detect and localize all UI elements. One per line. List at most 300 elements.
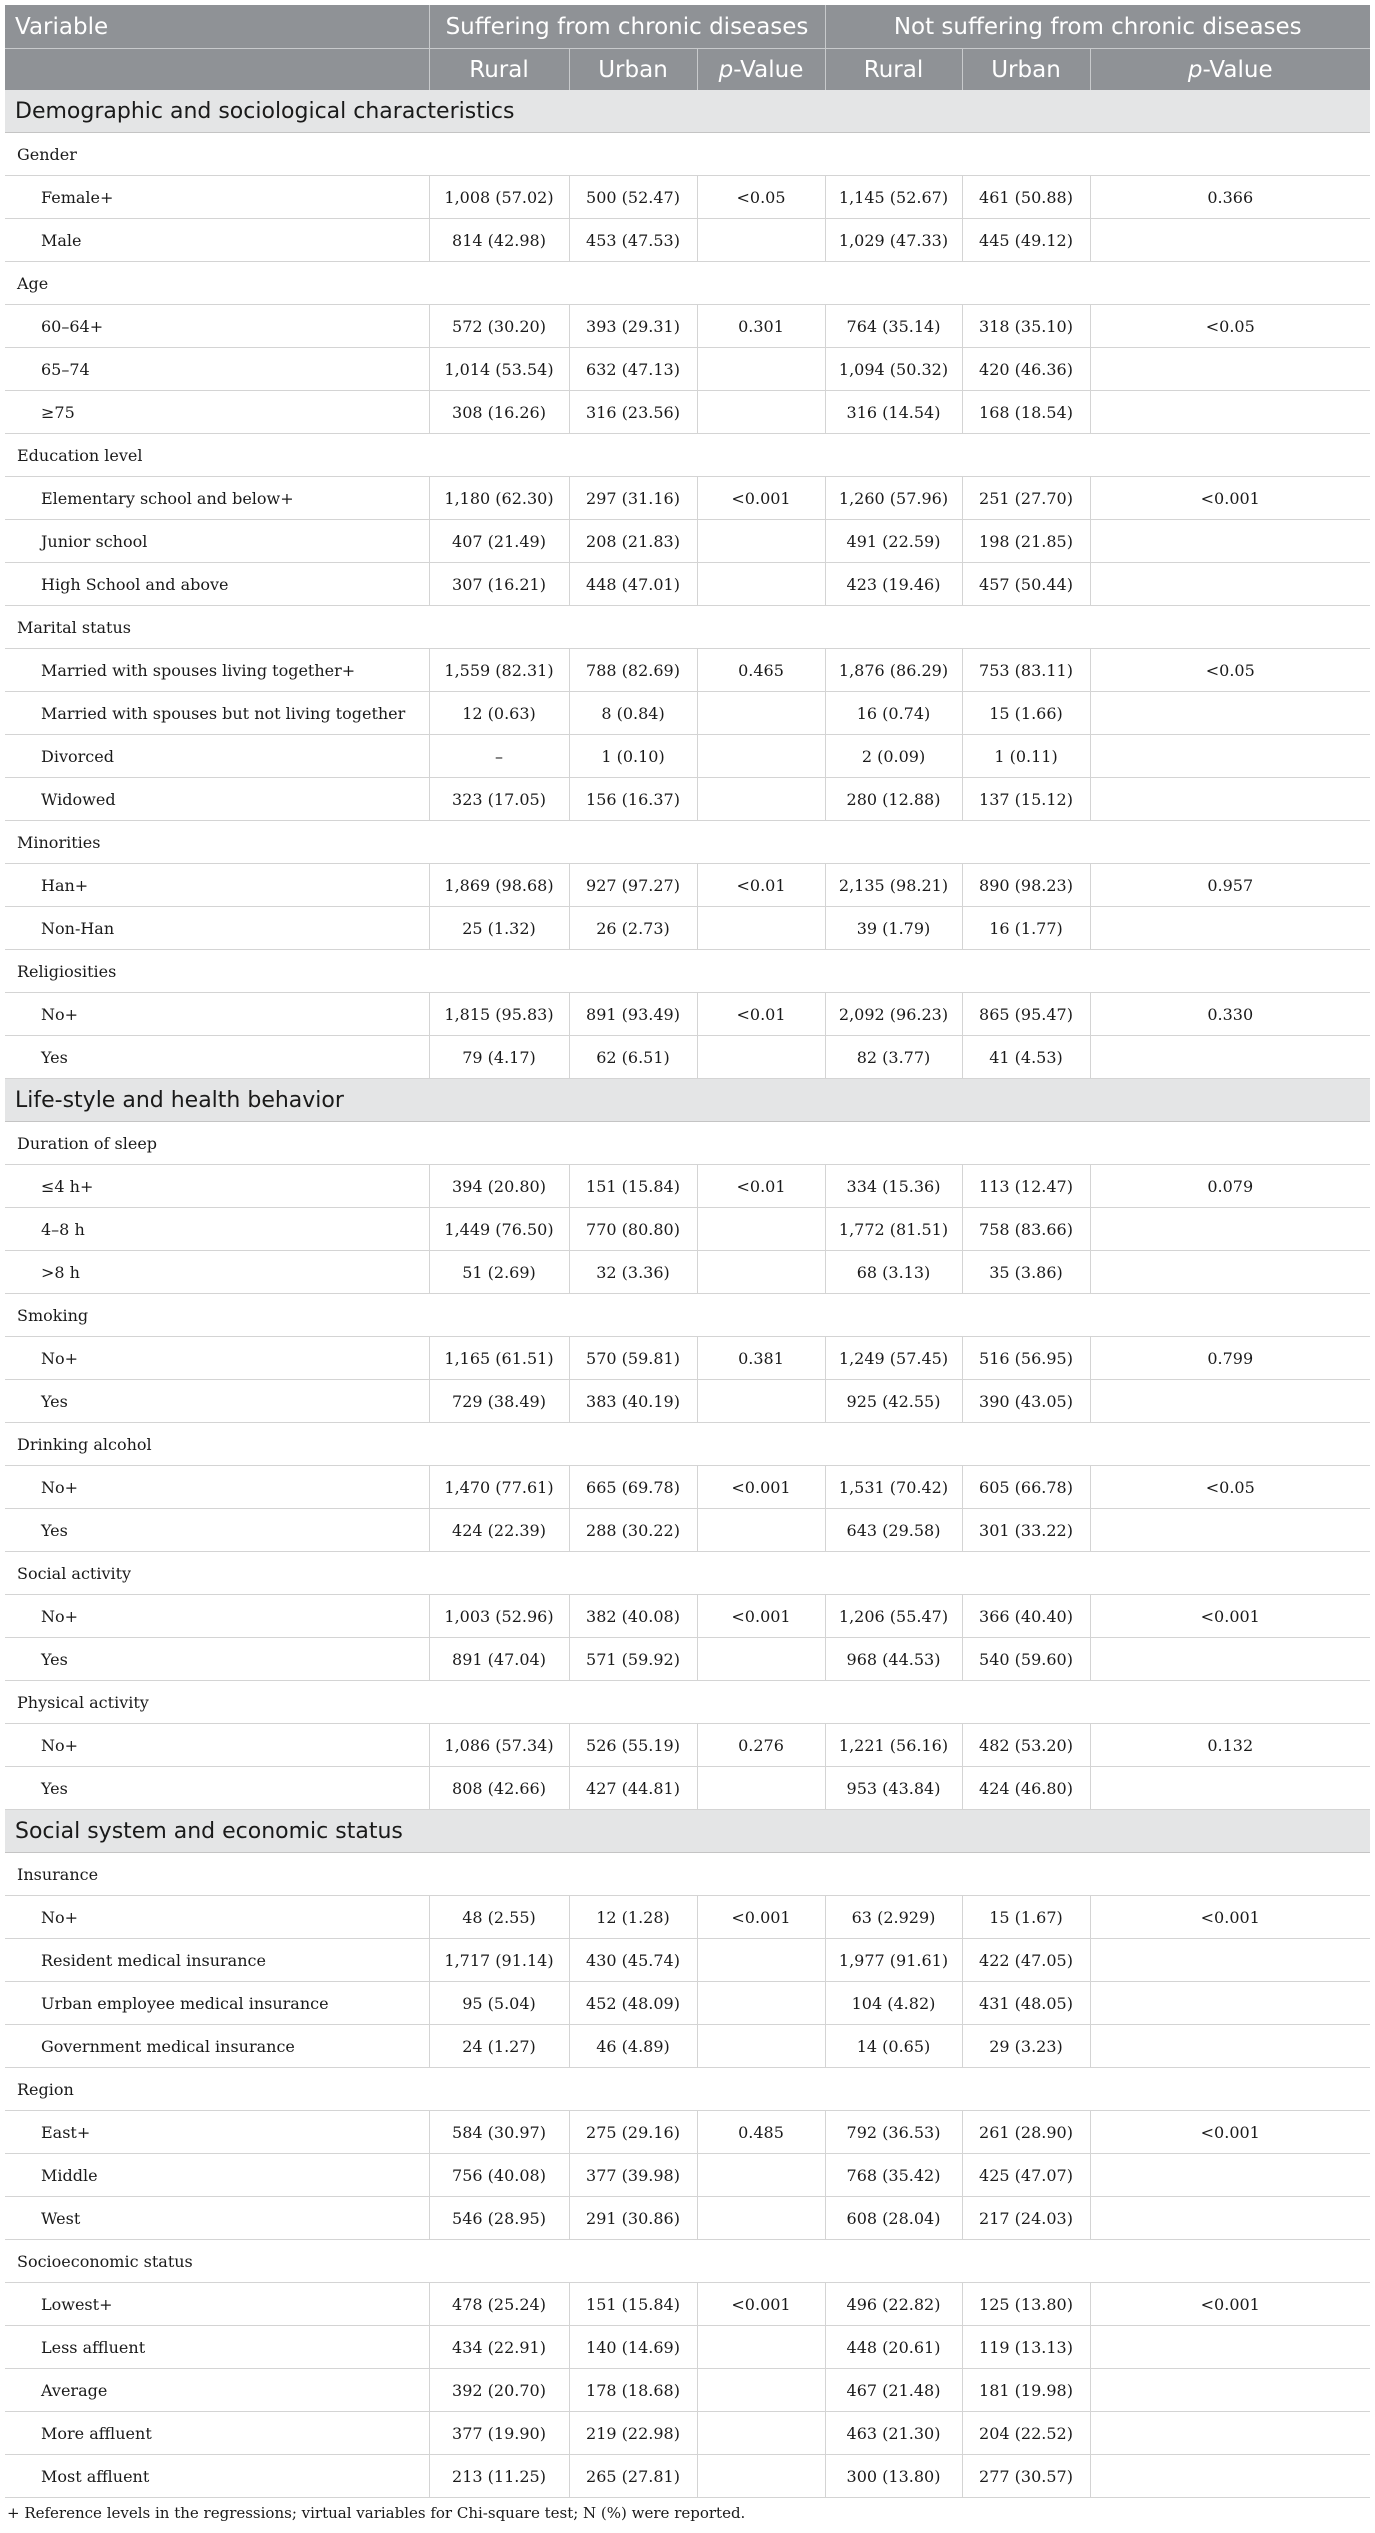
cell-urban-chronic: 151 (15.84)	[569, 2283, 697, 2326]
table-row	[5, 1337, 1370, 1380]
cell-urban-chronic: 383 (40.19)	[569, 1380, 697, 1423]
cell-rural-no-chronic: 1,260 (57.96)	[825, 477, 962, 520]
group-header	[5, 2240, 1370, 2283]
cell-rural-chronic: 572 (30.20)	[429, 305, 569, 348]
cell-urban-chronic: 430 (45.74)	[569, 1939, 697, 1982]
header-urban-1: Urban	[569, 49, 697, 91]
cell-pvalue-chronic	[697, 778, 825, 821]
cell-rural-chronic: 1,717 (91.14)	[429, 1939, 569, 1982]
cell-rural-no-chronic: 496 (22.82)	[825, 2283, 962, 2326]
table-row	[5, 2326, 1370, 2369]
row-label: Married with spouses living together+	[5, 649, 429, 692]
cell-pvalue-no-chronic	[1090, 563, 1370, 606]
table-row	[5, 735, 1370, 778]
table-row	[5, 391, 1370, 434]
cell-pvalue-chronic	[697, 1767, 825, 1810]
cell-rural-chronic: 1,559 (82.31)	[429, 649, 569, 692]
cell-pvalue-chronic: 0.485	[697, 2111, 825, 2154]
cell-rural-no-chronic: 1,876 (86.29)	[825, 649, 962, 692]
row-label: Yes	[5, 1036, 429, 1079]
header-pvalue-2	[1090, 49, 1370, 91]
cell-urban-no-chronic: 15 (1.66)	[962, 692, 1090, 735]
cell-rural-chronic: 756 (40.08)	[429, 2154, 569, 2197]
cell-pvalue-chronic: <0.001	[697, 2283, 825, 2326]
table-row	[5, 2111, 1370, 2154]
cell-rural-chronic: –	[429, 735, 569, 778]
cell-pvalue-chronic: <0.001	[697, 477, 825, 520]
cell-rural-chronic: 48 (2.55)	[429, 1896, 569, 1939]
group-header	[5, 262, 1370, 305]
cell-rural-chronic: 213 (11.25)	[429, 2455, 569, 2498]
cell-rural-no-chronic: 1,249 (57.45)	[825, 1337, 962, 1380]
cell-rural-chronic: 478 (25.24)	[429, 2283, 569, 2326]
group-header	[5, 1853, 1370, 1896]
header-variable: Variable	[5, 5, 429, 49]
group-header	[5, 1294, 1370, 1337]
cell-rural-no-chronic: 953 (43.84)	[825, 1767, 962, 1810]
row-label: Elementary school and below+	[5, 477, 429, 520]
cell-rural-chronic: 814 (42.98)	[429, 219, 569, 262]
cell-rural-chronic: 1,815 (95.83)	[429, 993, 569, 1036]
cell-rural-chronic: 307 (16.21)	[429, 563, 569, 606]
header-urban-2: Urban	[962, 49, 1090, 91]
cell-urban-no-chronic: 457 (50.44)	[962, 563, 1090, 606]
group-title: Socioeconomic status	[5, 2240, 1370, 2283]
cell-urban-chronic: 452 (48.09)	[569, 1982, 697, 2025]
table-row	[5, 477, 1370, 520]
table-row	[5, 1466, 1370, 1509]
header-pvalue-1	[697, 49, 825, 91]
row-label: Male	[5, 219, 429, 262]
cell-pvalue-chronic: 0.301	[697, 305, 825, 348]
cell-pvalue-no-chronic	[1090, 2412, 1370, 2455]
cell-pvalue-chronic: <0.05	[697, 176, 825, 219]
cell-pvalue-no-chronic	[1090, 735, 1370, 778]
cell-urban-chronic: 140 (14.69)	[569, 2326, 697, 2369]
group-header	[5, 821, 1370, 864]
row-label: No+	[5, 993, 429, 1036]
cell-pvalue-no-chronic: <0.001	[1090, 2111, 1370, 2154]
row-label: Average	[5, 2369, 429, 2412]
cell-urban-no-chronic: 605 (66.78)	[962, 1466, 1090, 1509]
cell-pvalue-chronic	[697, 1208, 825, 1251]
row-label: Urban employee medical insurance	[5, 1982, 429, 2025]
cell-pvalue-no-chronic: <0.05	[1090, 305, 1370, 348]
cell-pvalue-no-chronic: <0.05	[1090, 649, 1370, 692]
section-title: Demographic and sociological characteristics	[5, 90, 1370, 133]
cell-rural-no-chronic: 2,092 (96.23)	[825, 993, 962, 1036]
cell-rural-no-chronic: 448 (20.61)	[825, 2326, 962, 2369]
row-label: Government medical insurance	[5, 2025, 429, 2068]
cell-rural-chronic: 1,086 (57.34)	[429, 1724, 569, 1767]
table-row	[5, 1767, 1370, 1810]
cell-rural-chronic: 424 (22.39)	[429, 1509, 569, 1552]
cell-pvalue-chronic	[697, 907, 825, 950]
table-row	[5, 1509, 1370, 1552]
row-label: East+	[5, 2111, 429, 2154]
group-title: Marital status	[5, 606, 1370, 649]
row-label: Lowest+	[5, 2283, 429, 2326]
table-row	[5, 778, 1370, 821]
cell-rural-chronic: 407 (21.49)	[429, 520, 569, 563]
cell-urban-no-chronic: 251 (27.70)	[962, 477, 1090, 520]
cell-urban-no-chronic: 890 (98.23)	[962, 864, 1090, 907]
cell-urban-chronic: 453 (47.53)	[569, 219, 697, 262]
row-label: 65–74	[5, 348, 429, 391]
cell-urban-chronic: 526 (55.19)	[569, 1724, 697, 1767]
cell-pvalue-no-chronic	[1090, 2326, 1370, 2369]
p-letter: p	[1187, 56, 1203, 83]
row-label: Middle	[5, 2154, 429, 2197]
section-title: Life-style and health behavior	[5, 1079, 1370, 1122]
cell-rural-chronic: 323 (17.05)	[429, 778, 569, 821]
cell-urban-chronic: 665 (69.78)	[569, 1466, 697, 1509]
cell-urban-no-chronic: 198 (21.85)	[962, 520, 1090, 563]
cell-urban-chronic: 377 (39.98)	[569, 2154, 697, 2197]
group-title: Education level	[5, 434, 1370, 477]
table-container	[5, 5, 1370, 2522]
cell-pvalue-chronic	[697, 219, 825, 262]
cell-rural-no-chronic: 1,531 (70.42)	[825, 1466, 962, 1509]
cell-rural-chronic: 392 (20.70)	[429, 2369, 569, 2412]
cell-pvalue-no-chronic	[1090, 2197, 1370, 2240]
cell-rural-chronic: 1,869 (98.68)	[429, 864, 569, 907]
cell-rural-chronic: 24 (1.27)	[429, 2025, 569, 2068]
group-header	[5, 133, 1370, 176]
cell-urban-no-chronic: 119 (13.13)	[962, 2326, 1090, 2369]
cell-pvalue-chronic: <0.01	[697, 864, 825, 907]
cell-urban-no-chronic: 217 (24.03)	[962, 2197, 1090, 2240]
table-row	[5, 1724, 1370, 1767]
cell-pvalue-chronic	[697, 563, 825, 606]
cell-rural-no-chronic: 491 (22.59)	[825, 520, 962, 563]
cell-rural-no-chronic: 39 (1.79)	[825, 907, 962, 950]
cell-urban-no-chronic: 540 (59.60)	[962, 1638, 1090, 1681]
cell-urban-chronic: 178 (18.68)	[569, 2369, 697, 2412]
table-body	[5, 90, 1370, 2498]
cell-rural-no-chronic: 280 (12.88)	[825, 778, 962, 821]
cell-urban-no-chronic: 181 (19.98)	[962, 2369, 1090, 2412]
cell-pvalue-chronic	[697, 2412, 825, 2455]
cell-pvalue-no-chronic: 0.330	[1090, 993, 1370, 1036]
cell-rural-chronic: 1,003 (52.96)	[429, 1595, 569, 1638]
cell-urban-chronic: 8 (0.84)	[569, 692, 697, 735]
cell-urban-chronic: 632 (47.13)	[569, 348, 697, 391]
cell-urban-chronic: 208 (21.83)	[569, 520, 697, 563]
cell-rural-no-chronic: 68 (3.13)	[825, 1251, 962, 1294]
cell-urban-no-chronic: 753 (83.11)	[962, 649, 1090, 692]
cell-pvalue-no-chronic	[1090, 520, 1370, 563]
cell-urban-chronic: 427 (44.81)	[569, 1767, 697, 1810]
cell-pvalue-chronic	[697, 1036, 825, 1079]
cell-pvalue-no-chronic: 0.799	[1090, 1337, 1370, 1380]
cell-urban-chronic: 571 (59.92)	[569, 1638, 697, 1681]
footnote: + Reference levels in the regressions; virtual variables for Chi-square test; N (%) were reported.	[7, 2504, 746, 2522]
cell-pvalue-no-chronic: <0.001	[1090, 477, 1370, 520]
cell-urban-chronic: 500 (52.47)	[569, 176, 697, 219]
p-letter: p	[718, 56, 734, 83]
cell-urban-chronic: 32 (3.36)	[569, 1251, 697, 1294]
cell-urban-no-chronic: 277 (30.57)	[962, 2455, 1090, 2498]
table-row	[5, 692, 1370, 735]
row-label: Yes	[5, 1380, 429, 1423]
group-header	[5, 1122, 1370, 1165]
section-header	[5, 1079, 1370, 1122]
cell-rural-no-chronic: 1,029 (47.33)	[825, 219, 962, 262]
cell-rural-chronic: 377 (19.90)	[429, 2412, 569, 2455]
table-row	[5, 1638, 1370, 1681]
cell-rural-no-chronic: 463 (21.30)	[825, 2412, 962, 2455]
cell-urban-no-chronic: 137 (15.12)	[962, 778, 1090, 821]
cell-pvalue-no-chronic	[1090, 348, 1370, 391]
row-label: West	[5, 2197, 429, 2240]
section-header	[5, 1810, 1370, 1853]
cell-pvalue-no-chronic: 0.366	[1090, 176, 1370, 219]
cell-pvalue-chronic	[697, 2154, 825, 2197]
table-row	[5, 1036, 1370, 1079]
cell-pvalue-no-chronic	[1090, 1251, 1370, 1294]
cell-rural-no-chronic: 104 (4.82)	[825, 1982, 962, 2025]
cell-rural-chronic: 891 (47.04)	[429, 1638, 569, 1681]
row-label: ≤4 h+	[5, 1165, 429, 1208]
cell-urban-no-chronic: 41 (4.53)	[962, 1036, 1090, 1079]
cell-urban-no-chronic: 422 (47.05)	[962, 1939, 1090, 1982]
group-title: Physical activity	[5, 1681, 1370, 1724]
cell-pvalue-chronic	[697, 2369, 825, 2412]
cell-urban-no-chronic: 425 (47.07)	[962, 2154, 1090, 2197]
group-header	[5, 606, 1370, 649]
row-label: Resident medical insurance	[5, 1939, 429, 1982]
cell-urban-no-chronic: 1 (0.11)	[962, 735, 1090, 778]
cell-rural-chronic: 25 (1.32)	[429, 907, 569, 950]
header-group-chronic: Suffering from chronic diseases	[429, 5, 825, 49]
cell-urban-chronic: 62 (6.51)	[569, 1036, 697, 1079]
cell-rural-chronic: 51 (2.69)	[429, 1251, 569, 1294]
group-header	[5, 1681, 1370, 1724]
cell-rural-no-chronic: 1,094 (50.32)	[825, 348, 962, 391]
row-label: Yes	[5, 1767, 429, 1810]
row-label: Widowed	[5, 778, 429, 821]
cell-urban-no-chronic: 431 (48.05)	[962, 1982, 1090, 2025]
cell-pvalue-no-chronic	[1090, 1208, 1370, 1251]
row-label: No+	[5, 1724, 429, 1767]
row-label: Female+	[5, 176, 429, 219]
cell-urban-no-chronic: 482 (53.20)	[962, 1724, 1090, 1767]
group-title: Duration of sleep	[5, 1122, 1370, 1165]
cell-pvalue-chronic	[697, 2197, 825, 2240]
cell-rural-chronic: 1,014 (53.54)	[429, 348, 569, 391]
table-row	[5, 2025, 1370, 2068]
cell-rural-chronic: 1,180 (62.30)	[429, 477, 569, 520]
cell-rural-chronic: 394 (20.80)	[429, 1165, 569, 1208]
group-title: Gender	[5, 133, 1370, 176]
row-label: Yes	[5, 1509, 429, 1552]
cell-pvalue-chronic	[697, 1638, 825, 1681]
cell-pvalue-no-chronic: <0.001	[1090, 1896, 1370, 1939]
table-row	[5, 520, 1370, 563]
row-label: ≥75	[5, 391, 429, 434]
cell-rural-no-chronic: 467 (21.48)	[825, 2369, 962, 2412]
cell-pvalue-no-chronic: <0.001	[1090, 1595, 1370, 1638]
cell-rural-no-chronic: 1,977 (91.61)	[825, 1939, 962, 1982]
cell-pvalue-chronic: <0.001	[697, 1466, 825, 1509]
cell-pvalue-no-chronic: <0.05	[1090, 1466, 1370, 1509]
cell-urban-no-chronic: 420 (46.36)	[962, 348, 1090, 391]
table-row	[5, 1251, 1370, 1294]
table-row	[5, 219, 1370, 262]
cell-pvalue-chronic	[697, 520, 825, 563]
table-row	[5, 1595, 1370, 1638]
table-row	[5, 649, 1370, 692]
cell-pvalue-no-chronic	[1090, 2369, 1370, 2412]
cell-urban-chronic: 927 (97.27)	[569, 864, 697, 907]
section-header	[5, 90, 1370, 133]
header-rural-2: Rural	[825, 49, 962, 91]
cell-urban-chronic: 291 (30.86)	[569, 2197, 697, 2240]
cell-urban-chronic: 316 (23.56)	[569, 391, 697, 434]
table-row	[5, 864, 1370, 907]
table-row	[5, 2412, 1370, 2455]
cell-urban-chronic: 1 (0.10)	[569, 735, 697, 778]
cell-rural-chronic: 1,470 (77.61)	[429, 1466, 569, 1509]
cell-pvalue-chronic	[697, 1939, 825, 1982]
row-label: Han+	[5, 864, 429, 907]
cell-rural-no-chronic: 792 (36.53)	[825, 2111, 962, 2154]
row-label: Non-Han	[5, 907, 429, 950]
row-label: 4–8 h	[5, 1208, 429, 1251]
cell-urban-no-chronic: 318 (35.10)	[962, 305, 1090, 348]
cell-pvalue-no-chronic	[1090, 907, 1370, 950]
group-header	[5, 950, 1370, 993]
cell-urban-no-chronic: 113 (12.47)	[962, 1165, 1090, 1208]
cell-pvalue-chronic	[697, 391, 825, 434]
cell-pvalue-no-chronic	[1090, 2154, 1370, 2197]
cell-urban-no-chronic: 390 (43.05)	[962, 1380, 1090, 1423]
cell-rural-no-chronic: 1,145 (52.67)	[825, 176, 962, 219]
cell-pvalue-no-chronic: <0.001	[1090, 2283, 1370, 2326]
cell-urban-no-chronic: 125 (13.80)	[962, 2283, 1090, 2326]
cell-urban-chronic: 570 (59.81)	[569, 1337, 697, 1380]
group-title: Religiosities	[5, 950, 1370, 993]
cell-urban-chronic: 297 (31.16)	[569, 477, 697, 520]
group-header	[5, 434, 1370, 477]
cell-urban-chronic: 219 (22.98)	[569, 2412, 697, 2455]
header-blank	[5, 49, 429, 91]
group-title: Smoking	[5, 1294, 1370, 1337]
cell-rural-no-chronic: 1,772 (81.51)	[825, 1208, 962, 1251]
cell-rural-no-chronic: 316 (14.54)	[825, 391, 962, 434]
cell-urban-chronic: 448 (47.01)	[569, 563, 697, 606]
table-row	[5, 2197, 1370, 2240]
header-rural-1: Rural	[429, 49, 569, 91]
table-row	[5, 1982, 1370, 2025]
group-title: Social activity	[5, 1552, 1370, 1595]
cell-rural-chronic: 729 (38.49)	[429, 1380, 569, 1423]
cell-urban-no-chronic: 516 (56.95)	[962, 1337, 1090, 1380]
cell-rural-chronic: 1,165 (61.51)	[429, 1337, 569, 1380]
cell-urban-chronic: 275 (29.16)	[569, 2111, 697, 2154]
cell-urban-no-chronic: 15 (1.67)	[962, 1896, 1090, 1939]
row-label: >8 h	[5, 1251, 429, 1294]
row-label: 60–64+	[5, 305, 429, 348]
cell-pvalue-no-chronic	[1090, 1767, 1370, 1810]
cell-rural-no-chronic: 925 (42.55)	[825, 1380, 962, 1423]
table-row	[5, 907, 1370, 950]
cell-urban-no-chronic: 865 (95.47)	[962, 993, 1090, 1036]
group-header	[5, 2068, 1370, 2111]
row-label: Most affluent	[5, 2455, 429, 2498]
table-row	[5, 305, 1370, 348]
cell-urban-chronic: 788 (82.69)	[569, 649, 697, 692]
table-row	[5, 563, 1370, 606]
cell-rural-no-chronic: 423 (19.46)	[825, 563, 962, 606]
cell-pvalue-no-chronic	[1090, 1380, 1370, 1423]
cell-pvalue-chronic: <0.001	[697, 1896, 825, 1939]
cell-urban-chronic: 151 (15.84)	[569, 1165, 697, 1208]
row-label: No+	[5, 1466, 429, 1509]
group-title: Drinking alcohol	[5, 1423, 1370, 1466]
cell-rural-chronic: 12 (0.63)	[429, 692, 569, 735]
cell-pvalue-chronic: <0.01	[697, 1165, 825, 1208]
cell-urban-no-chronic: 29 (3.23)	[962, 2025, 1090, 2068]
cell-rural-no-chronic: 300 (13.80)	[825, 2455, 962, 2498]
table-row	[5, 2369, 1370, 2412]
cell-rural-chronic: 584 (30.97)	[429, 2111, 569, 2154]
cell-pvalue-no-chronic: 0.132	[1090, 1724, 1370, 1767]
cell-rural-no-chronic: 82 (3.77)	[825, 1036, 962, 1079]
cell-pvalue-chronic	[697, 692, 825, 735]
row-label: High School and above	[5, 563, 429, 606]
cell-rural-no-chronic: 63 (2.929)	[825, 1896, 962, 1939]
cell-urban-chronic: 288 (30.22)	[569, 1509, 697, 1552]
cell-pvalue-chronic: 0.276	[697, 1724, 825, 1767]
cell-pvalue-no-chronic	[1090, 391, 1370, 434]
table-row	[5, 993, 1370, 1036]
cell-pvalue-no-chronic	[1090, 2455, 1370, 2498]
cell-urban-no-chronic: 445 (49.12)	[962, 219, 1090, 262]
cell-rural-no-chronic: 1,206 (55.47)	[825, 1595, 962, 1638]
cell-rural-no-chronic: 764 (35.14)	[825, 305, 962, 348]
row-label: More affluent	[5, 2412, 429, 2455]
cell-rural-no-chronic: 2,135 (98.21)	[825, 864, 962, 907]
cell-pvalue-chronic	[697, 1982, 825, 2025]
cell-urban-no-chronic: 204 (22.52)	[962, 2412, 1090, 2455]
row-label: Less affluent	[5, 2326, 429, 2369]
cell-urban-no-chronic: 424 (46.80)	[962, 1767, 1090, 1810]
cell-urban-chronic: 12 (1.28)	[569, 1896, 697, 1939]
cell-rural-no-chronic: 16 (0.74)	[825, 692, 962, 735]
row-label: No+	[5, 1595, 429, 1638]
cell-rural-no-chronic: 2 (0.09)	[825, 735, 962, 778]
cell-rural-no-chronic: 608 (28.04)	[825, 2197, 962, 2240]
cell-pvalue-chronic: <0.001	[697, 1595, 825, 1638]
cell-pvalue-no-chronic	[1090, 219, 1370, 262]
table-row	[5, 1896, 1370, 1939]
cell-pvalue-chronic	[697, 2326, 825, 2369]
cell-rural-chronic: 308 (16.26)	[429, 391, 569, 434]
cell-pvalue-no-chronic	[1090, 1982, 1370, 2025]
header-group-no-chronic: Not suffering from chronic diseases	[825, 5, 1370, 49]
table-row	[5, 2283, 1370, 2326]
cell-pvalue-no-chronic	[1090, 778, 1370, 821]
cell-pvalue-chronic	[697, 1509, 825, 1552]
data-table	[5, 5, 1370, 2498]
cell-urban-no-chronic: 301 (33.22)	[962, 1509, 1090, 1552]
cell-pvalue-no-chronic	[1090, 1638, 1370, 1681]
cell-pvalue-no-chronic	[1090, 1939, 1370, 1982]
cell-urban-chronic: 26 (2.73)	[569, 907, 697, 950]
cell-rural-no-chronic: 14 (0.65)	[825, 2025, 962, 2068]
